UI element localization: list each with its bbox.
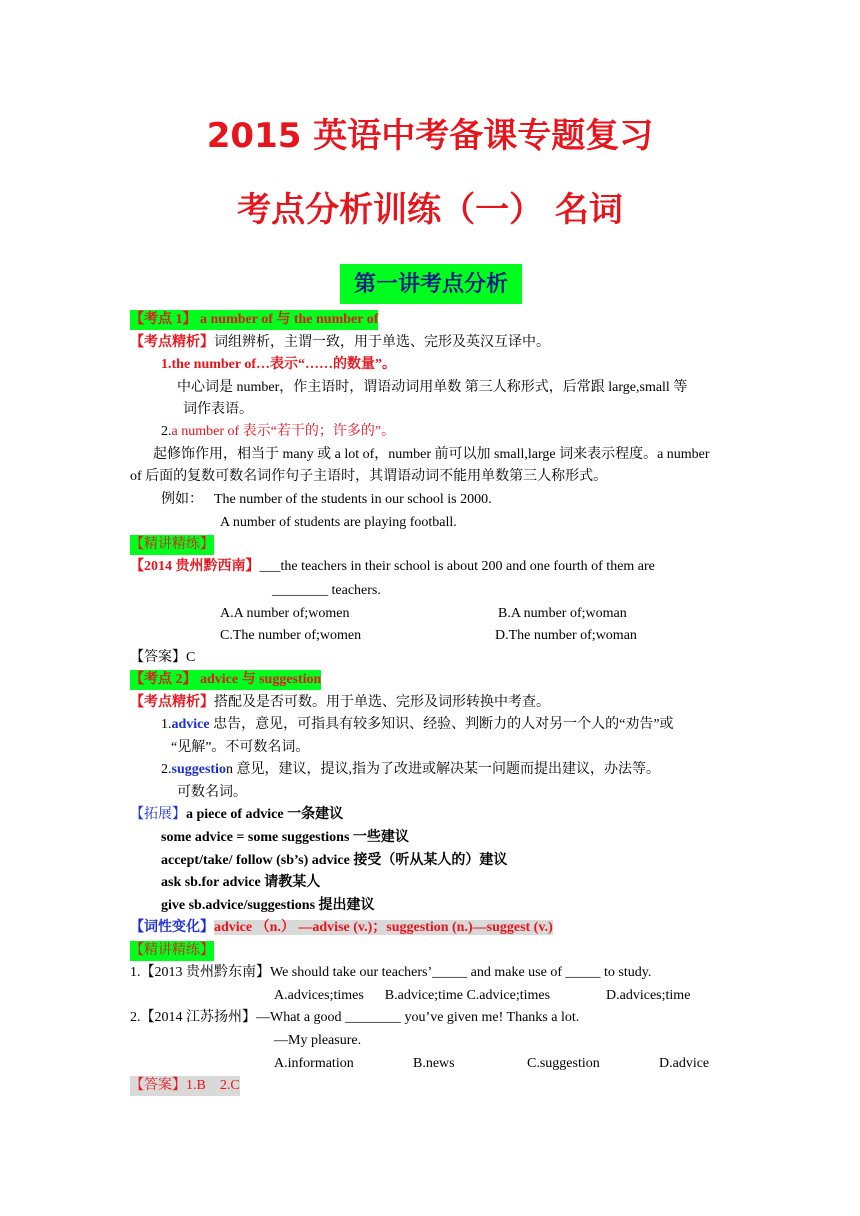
point-1-line-1: 中心词是 number，作主语时，谓语动词用单数 第三人称形式，后常跟 large,small 等 (177, 380, 688, 395)
suggestion-text: n 意见，建议，提议,指为了改进或解决某一问题而提出建议，办法等。 (225, 762, 660, 777)
word-change-label: 【词性变化】 (130, 920, 214, 935)
advice-point-line-2: “见解”。不可数名词。 (171, 740, 310, 755)
example-label: 例如： (161, 492, 203, 507)
question-2-option-b: B.news (413, 1056, 455, 1071)
kaodian-2-analysis (130, 693, 550, 713)
kaodian-1-analysis (130, 333, 550, 353)
question-2-option-d: D.advice (659, 1056, 710, 1071)
practice-2-question-1 (130, 963, 651, 983)
example-2: A number of students are playing football. (220, 515, 457, 530)
document-title: 2015 英语中考备课专题复习 (206, 116, 654, 156)
practice-1-label: 【精讲精练】 (130, 535, 214, 555)
suggestion-point-line-2: 可数名词。 (177, 785, 247, 800)
lecture-heading: 第一讲考点分析 (340, 264, 522, 304)
document-subtitle: 考点分析训练（一） 名词 (237, 190, 623, 230)
point-2-line-1: 起修饰作用，相当于 many 或 a lot of，number 前可以加 small,large 词来表示程度。a number (153, 447, 710, 462)
analysis-label: 【考点精析】 (130, 695, 214, 710)
advice-point (161, 715, 674, 735)
kaodian-2-tag: 【考点 2】 advice 与 suggestion (130, 670, 321, 690)
practice-1-option-d: D.The number of;woman (495, 628, 637, 643)
practice-2-question-2 (130, 1008, 579, 1028)
kaodian-1-tag: 【考点 1】 a number of 与 the number of (130, 310, 378, 330)
point-1-line-2: 词作表语。 (183, 402, 253, 417)
suggestion-point (161, 760, 660, 780)
practice-1-question (130, 557, 655, 577)
practice-2-answer: 【答案】1.B 2.C (130, 1076, 240, 1096)
extension-3: accept/take/ follow (sb’s) advice 接受（听从某人的）建议 (161, 853, 508, 868)
practice-1-option-b: B.A number of;woman (498, 606, 627, 621)
analysis-text: 搭配及是否可数。用于单选、完形及词形转换中考查。 (214, 695, 550, 710)
extension-2: some advice = some suggestions 一些建议 (161, 830, 409, 845)
question-2-option-c: C.suggestion (527, 1056, 600, 1071)
practice-1-question-text: ___the teachers in their school is about 200 and one fourth of them are (259, 559, 655, 574)
extension-1: a piece of advice 一条建议 (186, 807, 344, 822)
point-num: 1. (161, 717, 172, 732)
extension-4: ask sb.for advice 请教某人 (161, 875, 321, 890)
practice-1-option-c: C.The number of;women (220, 628, 362, 643)
advice-text: 忠告，意见，可指具有较多知识、经验、判断力的人对另一个人的“劝告”或 (209, 717, 674, 732)
question-1-options: A.advices;times B.advice;time C.advice;times D.advices;time (274, 988, 691, 1003)
suggestion-word: suggestio (171, 762, 226, 777)
point-2-head (161, 422, 395, 442)
practice-2-label: 【精讲精练】 (130, 941, 214, 961)
extension-5: give sb.advice/suggestions 提出建议 (161, 898, 375, 913)
point-2-text: a number of 表示“若干的；许多的”。 (171, 424, 396, 439)
question-2-prefix: 2.【2014 江苏扬州】 (130, 1010, 256, 1025)
practice-1-option-a: A.A number of;women (220, 606, 350, 621)
extension-line-1 (130, 805, 343, 825)
question-1-text: We should take our teachers’_____ and make use of _____ to study. (270, 965, 652, 980)
analysis-text: 词组辨析，主谓一致，用于单选、完形及英汉互译中。 (214, 335, 550, 350)
word-change-text: advice （n.） —advise (v.)；suggestion (n.)—suggest (v.) (214, 920, 553, 935)
practice-1-source: 【2014 贵州黔西南】 (130, 559, 260, 574)
extension-label: 【拓展】 (130, 807, 186, 822)
question-2-option-a: A.information (274, 1056, 354, 1071)
point-2-num: 2. (161, 424, 172, 439)
question-2-text: —What a good ________ you’ve given me! Thanks a lot. (256, 1010, 580, 1025)
practice-1-question-line-2: ________ teachers. (272, 583, 381, 598)
analysis-label: 【考点精析】 (130, 335, 214, 350)
practice-1-answer: 【答案】C (130, 650, 196, 665)
word-change (130, 918, 553, 938)
point-1-head: 1.the number of…表示“……的数量”。 (161, 357, 397, 372)
point-2-line-2: of 后面的复数可数名词作句子主语时，其谓语动词不能用单数第三人称形式。 (130, 469, 608, 484)
question-1-prefix: 1.【2013 贵州黔东南】 (130, 965, 270, 980)
point-num: 2. (161, 762, 172, 777)
example-1: The number of the students in our school is 2000. (214, 492, 492, 507)
advice-word: advice (171, 717, 210, 732)
question-2-reply: —My pleasure. (274, 1033, 362, 1048)
